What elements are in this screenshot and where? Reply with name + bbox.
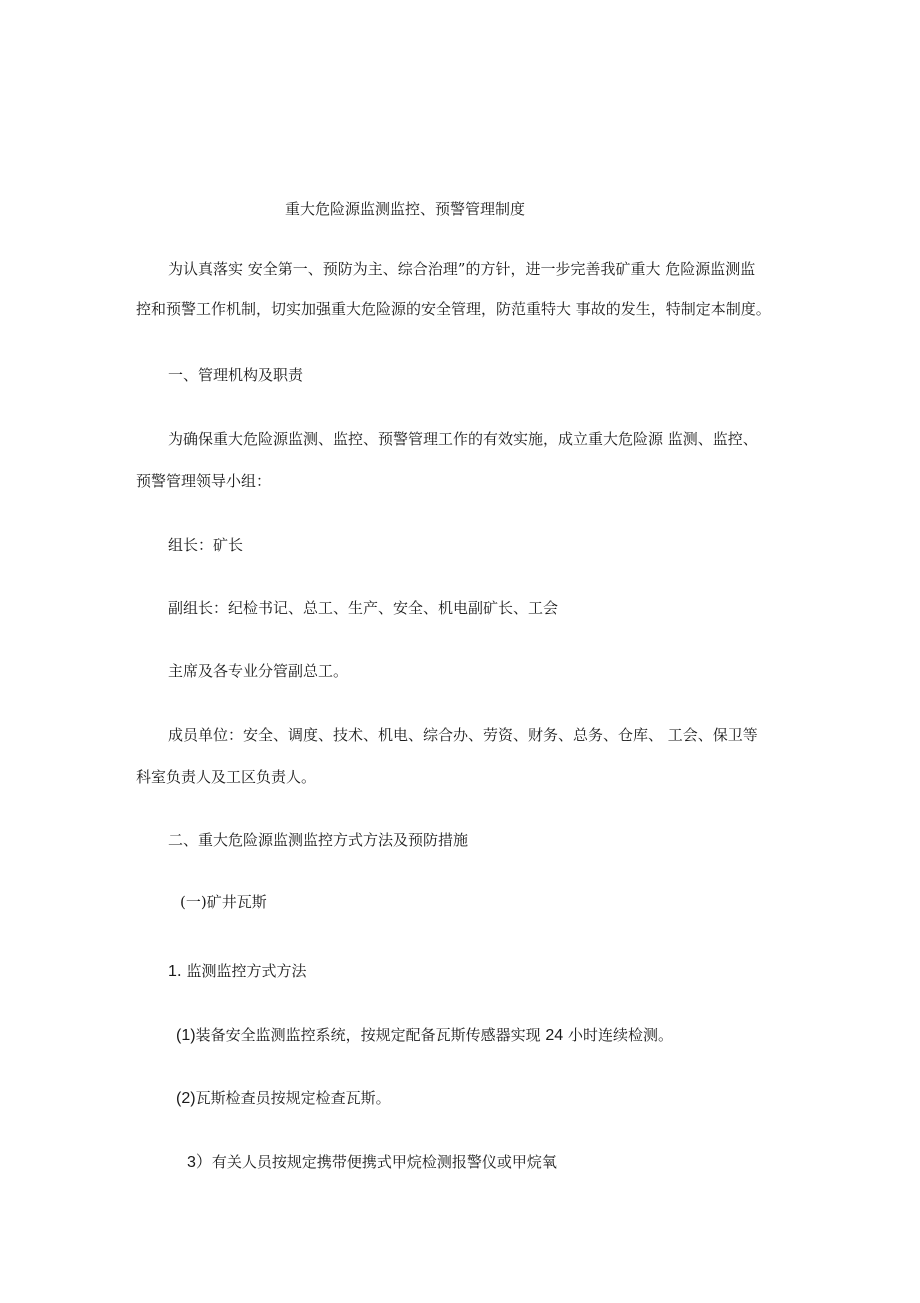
point-3-text: 有关人员按规定携带便携式甲烷检测报警仪或甲烷氧	[211, 1153, 557, 1171]
intro-line-1: 为认真落实 安全第一、预防为主、综合治理”的方针，进一步完善我矿重大 危险源监测监	[168, 260, 756, 278]
point-2-number: (2)	[176, 1090, 196, 1107]
members-line-2: 科室负责人及工区负责人。	[136, 768, 317, 786]
intro-line-2: 控和预警工作机制，切实加强重大危险源的安全管理，防范重特大 事故的发生，特制定本制度。	[136, 300, 771, 318]
leader-line: 组长：矿长	[168, 536, 244, 554]
org-paragraph-line-1: 为确保重大危险源监测、监控、预警管理工作的有效实施，成立重大危险源 监测、监控、	[168, 430, 758, 448]
deputy-continuation-line: 主席及各专业分管副总工。	[168, 662, 349, 680]
org-paragraph-line-2: 预警管理领导小组：	[136, 472, 272, 490]
members-line-1: 成员单位：安全、调度、技术、机电、综合办、劳资、财务、总务、仓库、 工会、保卫等	[168, 726, 758, 744]
point-3	[187, 1151, 557, 1174]
section-heading-2: 二、重大危险源监测监控方式方法及预防措施	[168, 831, 469, 849]
document-title: 重大危险源监测监控、预警管理制度	[285, 200, 526, 218]
point-2-text: 瓦斯检查员按规定检查瓦斯。	[195, 1089, 391, 1107]
deputy-line: 副组长：纪检书记、总工、生产、安全、机电副矿长、工会	[168, 599, 559, 617]
point-1-hours: 24	[545, 1027, 564, 1044]
point-3-number: 3）	[187, 1154, 212, 1171]
item-1-number: 1	[168, 963, 177, 980]
item-1-label: . 监测监控方式方法	[176, 962, 307, 980]
section-heading-1: 一、管理机构及职责	[168, 366, 304, 384]
point-1-text-b: 小时连续检测。	[567, 1026, 673, 1044]
point-1	[176, 1024, 673, 1047]
point-1-text-a: 装备安全监测监控系统，按规定配备瓦斯传感器实现	[195, 1026, 541, 1044]
point-1-number: (1)	[176, 1027, 196, 1044]
item-1-heading	[168, 960, 306, 983]
subsection-heading-gas: (一)矿井瓦斯	[180, 893, 267, 911]
point-2	[176, 1087, 391, 1110]
